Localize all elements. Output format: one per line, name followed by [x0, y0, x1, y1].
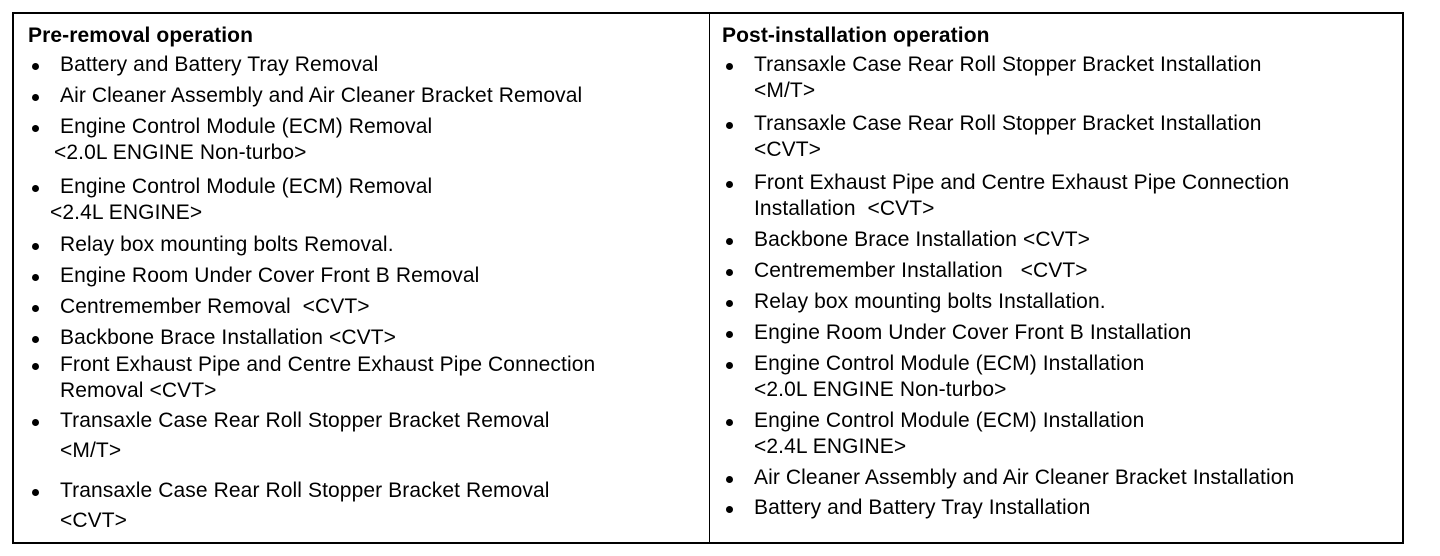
list-item: Air Cleaner Assembly and Air Cleaner Bracket Installation	[722, 465, 1392, 491]
list-item: Relay box mounting bolts Removal.	[28, 232, 699, 258]
list-item: Centremember Installation <CVT>	[722, 258, 1392, 284]
bullet-icon	[32, 489, 39, 496]
bullet-icon	[726, 122, 733, 129]
post-installation-title: Post-installation operation	[722, 24, 990, 47]
bullet-icon	[726, 476, 733, 483]
bullet-icon	[32, 363, 39, 370]
post-installation-column	[710, 14, 1402, 542]
list-item: Engine Control Module (ECM) Installation <2.0L ENGINE Non-turbo>	[722, 351, 1392, 403]
list-item: Engine Control Module (ECM) Installation <2.4L ENGINE>	[722, 408, 1392, 460]
bullet-icon	[32, 185, 39, 192]
list-item: Transaxle Case Rear Roll Stopper Bracket Installation <CVT>	[722, 111, 1392, 163]
list-item: Relay box mounting bolts Installation.	[722, 289, 1392, 315]
bullet-icon	[32, 419, 39, 426]
bullet-icon	[32, 94, 39, 101]
list-item: Backbone Brace Installation <CVT>	[722, 227, 1392, 253]
bullet-icon	[726, 300, 733, 307]
pre-removal-column	[14, 14, 710, 542]
bullet-icon	[726, 181, 733, 188]
bullet-icon	[32, 336, 39, 343]
list-item: Engine Room Under Cover Front B Installation	[722, 320, 1392, 346]
bullet-icon	[726, 63, 733, 70]
bullet-icon	[726, 238, 733, 245]
list-item: Transaxle Case Rear Roll Stopper Bracket Installation <M/T>	[722, 52, 1392, 104]
list-item: Battery and Battery Tray Removal	[28, 52, 699, 78]
post-installation-list	[722, 52, 1392, 521]
bullet-icon	[726, 362, 733, 369]
list-item: Centremember Removal <CVT>	[28, 294, 699, 320]
list-item: Backbone Brace Installation <CVT>	[28, 325, 699, 351]
bullet-icon	[726, 419, 733, 426]
list-item: Front Exhaust Pipe and Centre Exhaust Pipe Connection Removal <CVT>	[28, 352, 699, 404]
pre-removal-title: Pre-removal operation	[28, 24, 253, 47]
bullet-icon	[32, 125, 39, 132]
bullet-icon	[32, 305, 39, 312]
pre-removal-list	[28, 52, 699, 534]
list-item: Engine Control Module (ECM) Removal <2.0L ENGINE Non-turbo>	[28, 114, 699, 166]
bullet-icon	[726, 506, 733, 513]
list-item: Battery and Battery Tray Installation	[722, 495, 1392, 521]
list-item: Air Cleaner Assembly and Air Cleaner Bracket Removal	[28, 83, 699, 109]
bullet-icon	[32, 274, 39, 281]
bullet-icon	[726, 331, 733, 338]
list-item: Engine Room Under Cover Front B Removal	[28, 263, 699, 289]
list-item: Front Exhaust Pipe and Centre Exhaust Pipe Connection Installation <CVT>	[722, 170, 1392, 222]
list-item: Transaxle Case Rear Roll Stopper Bracket Removal <M/T>	[28, 408, 699, 464]
bullet-icon	[32, 63, 39, 70]
list-item: Engine Control Module (ECM) Removal <2.4L ENGINE>	[28, 174, 699, 226]
bullet-icon	[726, 269, 733, 276]
list-item: Transaxle Case Rear Roll Stopper Bracket Removal <CVT>	[28, 478, 699, 534]
operations-table	[12, 12, 1404, 544]
bullet-icon	[32, 243, 39, 250]
